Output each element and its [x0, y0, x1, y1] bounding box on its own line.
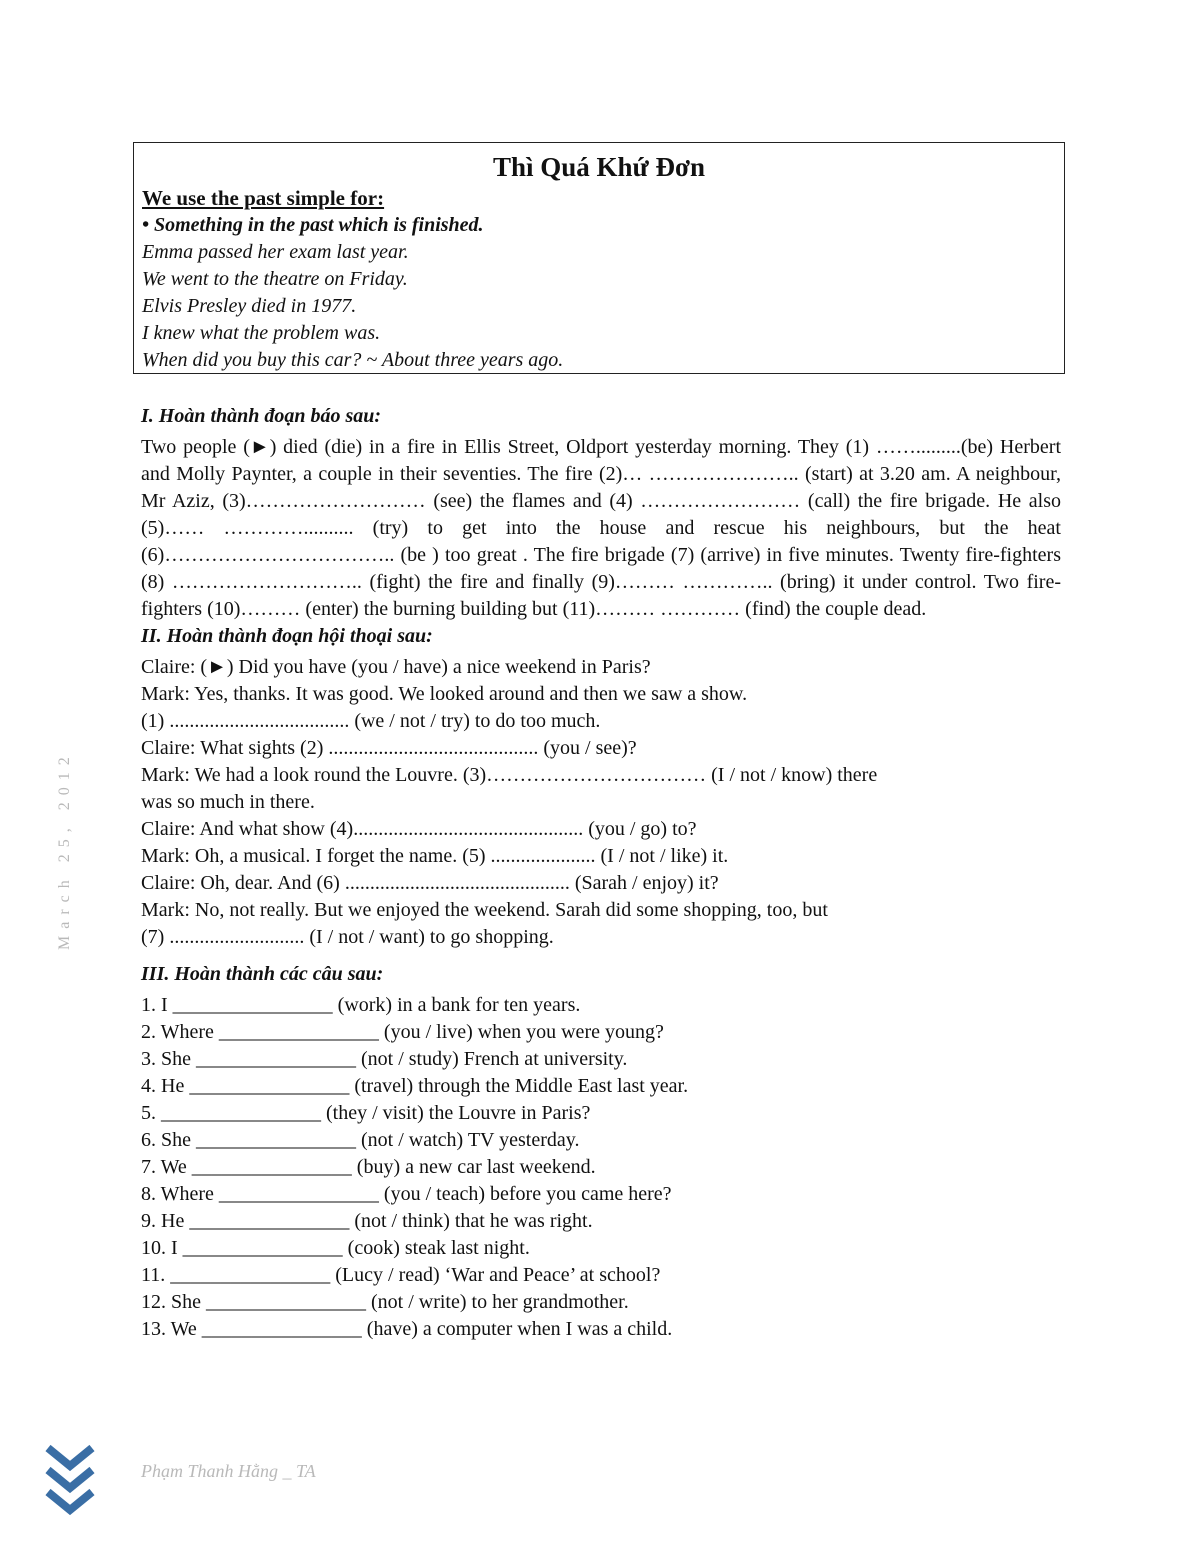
- sidebar-date: March 25, 2012: [56, 750, 73, 950]
- box-subtitle: We use the past simple for:: [142, 186, 385, 210]
- list-item: 10. I ________________ (cook) steak last night.: [141, 1237, 530, 1259]
- section-heading-2: II. Hoàn thành đoạn hội thoại sau:: [141, 625, 433, 647]
- list-item: 3. She ________________ (not / study) French at university.: [141, 1048, 628, 1070]
- box-rule: • Something in the past which is finished.: [142, 214, 484, 236]
- dialogue-line: (1) .................................... (we / not / try) to do too much.: [141, 710, 601, 732]
- list-item: 2. Where ________________ (you / live) when you were young?: [141, 1021, 664, 1043]
- dialogue-line: Claire: And what show (4).............................................. (you / go) to?: [141, 818, 697, 840]
- list-item: 9. He ________________ (not / think) that he was right.: [141, 1210, 593, 1232]
- example-line: When did you buy this car? ~ About three years ago.: [142, 349, 564, 371]
- sentence-list: [141, 992, 1061, 1343]
- list-item: 11. ________________ (Lucy / read) ‘War and Peace’ at school?: [141, 1264, 661, 1286]
- section-heading-3: III. Hoàn thành các câu sau:: [141, 963, 384, 985]
- dialogue-line: Mark: Yes, thanks. It was good. We looked around and then we saw a show.: [141, 683, 748, 705]
- dialogue-line: Claire: Oh, dear. And (6) ............................................. (Sarah / enjoy) it?: [141, 872, 719, 894]
- section-heading-1: I. Hoàn thành đoạn báo sau:: [141, 405, 382, 427]
- list-item: 12. She ________________ (not / write) to her grandmother.: [141, 1291, 629, 1313]
- example-line: I knew what the problem was.: [142, 322, 381, 344]
- dialogue-line: (7) ........................... (I / not / want) to go shopping.: [141, 926, 554, 948]
- chevron-down-icon: [44, 1444, 96, 1520]
- dialogue-line: Mark: Oh, a musical. I forget the name. (5) ..................... (I / not / like) it.: [141, 845, 729, 867]
- example-line: Elvis Presley died in 1977.: [142, 295, 357, 317]
- dialogue-line: was so much in there.: [141, 791, 315, 813]
- list-item: 1. I ________________ (work) in a bank for ten years.: [141, 994, 581, 1016]
- exercise-content: [141, 403, 1061, 1343]
- news-paragraph: Two people (►) died (die) in a fire in Ellis Street, Oldport yesterday morning. They (1) …….........(be) Herbert and Molly Paynter, a couple in their seventies. The fire (2)… ………………….. (start) at 3.20 am. A neighbour, Mr Aziz, (3)……………………… (see) the flames and (4) …………………… (call) the fire brigade. He also (5)…… ………….......... (try) to get into the house and rescue his neighbours, but the heat (6)…………………………….. (be ) too great . The fire brigade (7) (arrive) in five minutes. Twenty fire-fighters (8) ……………………….. (fight) the fire and finally (9)……… ………….. (bring) it under control. Two fire-fighters (10)……… (enter) the burning building but (11)……… ………… (find) the couple dead.: [141, 436, 1061, 620]
- example-line: Emma passed her exam last year.: [142, 241, 409, 263]
- example-line: We went to the theatre on Friday.: [142, 268, 408, 290]
- dialogue-line: Claire: What sights (2) .......................................... (you / see)?: [141, 737, 637, 759]
- list-item: 6. She ________________ (not / watch) TV yesterday.: [141, 1129, 580, 1151]
- dialogue-line: Mark: We had a look round the Louvre. (3)…………………………… (I / not / know) there: [141, 764, 878, 786]
- dialogue-line: Claire: (►) Did you have (you / have) a nice weekend in Paris?: [141, 656, 651, 678]
- grammar-box: [133, 142, 1065, 374]
- list-item: 7. We ________________ (buy) a new car last weekend.: [141, 1156, 596, 1178]
- dialogue: [141, 654, 1061, 951]
- list-item: 5. ________________ (they / visit) the Louvre in Paris?: [141, 1102, 591, 1124]
- list-item: 4. He ________________ (travel) through the Middle East last year.: [141, 1075, 689, 1097]
- list-item: 13. We ________________ (have) a computer when I was a child.: [141, 1318, 673, 1340]
- list-item: 8. Where ________________ (you / teach) before you came here?: [141, 1183, 672, 1205]
- footer-author: Phạm Thanh Hằng _ TA: [141, 1461, 316, 1481]
- page-title: Thì Quá Khứ Đơn: [493, 152, 705, 182]
- dialogue-line: Mark: No, not really. But we enjoyed the weekend. Sarah did some shopping, too, but: [141, 899, 828, 921]
